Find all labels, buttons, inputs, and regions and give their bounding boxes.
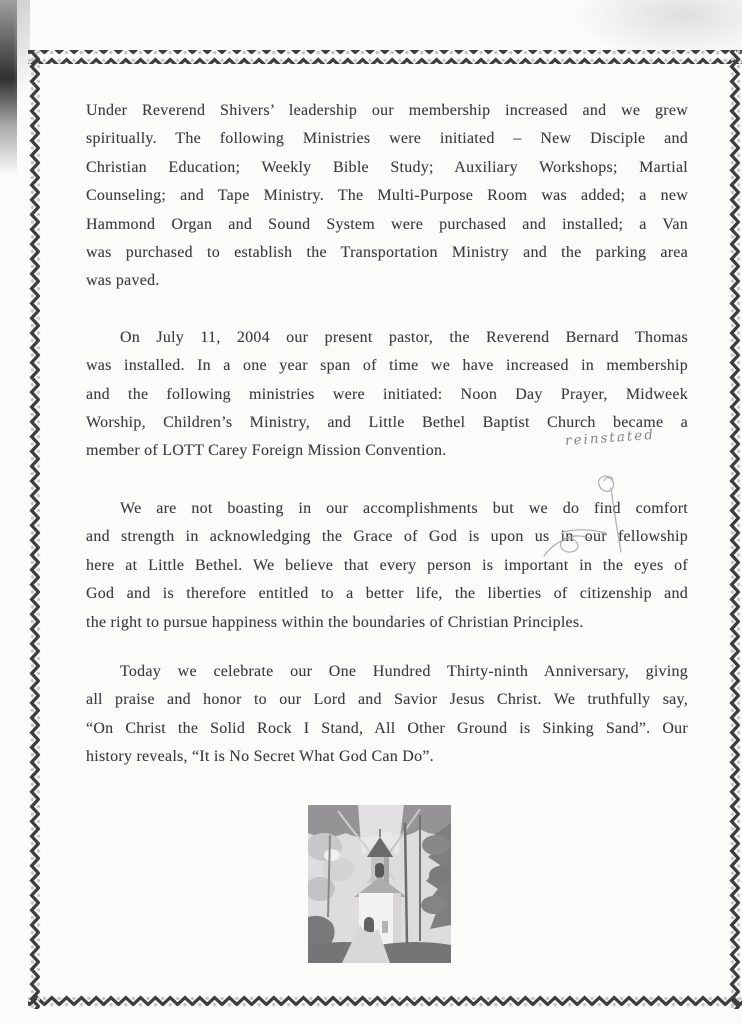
text-line: We are not boasting in our accomplishments but we do find comfort bbox=[120, 499, 688, 517]
text-line: member of LOTT Carey Foreign Mission Convention. bbox=[86, 442, 447, 460]
border-top bbox=[28, 50, 742, 64]
text-line: and strength in acknowledging the Grace of God is upon us in our fellowship bbox=[86, 528, 688, 546]
text-line: Under Reverend Shivers’ leadership our membership increased and we grew bbox=[86, 102, 688, 119]
border-left bbox=[28, 50, 42, 1009]
text-line: On July 11, 2004 our present pastor, the Reverend Bernard Thomas bbox=[120, 328, 688, 346]
text-line: was paved. bbox=[86, 272, 160, 290]
text-line: and the following ministries were initiated: Noon Day Prayer, Midweek bbox=[86, 385, 688, 403]
paragraph-4 bbox=[86, 658, 688, 772]
text-line: all praise and honor to our Lord and Savior Jesus Christ. We truthfully say, bbox=[86, 691, 688, 709]
text-line: was installed. In a one year span of time we have increased in membership bbox=[86, 357, 688, 375]
pen-scribble bbox=[535, 455, 665, 565]
text-line: Christian Education; Weekly Bible Study; Auxiliary Workshops; Martial bbox=[86, 158, 688, 176]
paragraph-1 bbox=[86, 97, 688, 296]
text-line: here at Little Bethel. We believe that every person is important in the eyes of bbox=[86, 556, 688, 574]
church-illustration bbox=[308, 805, 451, 963]
text-line: the right to pursue happiness within the boundaries of Christian Principles. bbox=[86, 613, 584, 631]
border-bottom bbox=[28, 995, 742, 1009]
text-line: God and is therefore entitled to a better life, the liberties of citizenship and bbox=[86, 585, 688, 603]
text-line: “On Christ the Solid Rock I Stand, All Other Ground is Sinking Sand”. Our bbox=[86, 719, 688, 737]
handwritten-annotation: reinstated bbox=[564, 426, 656, 450]
text-line: Hammond Organ and Sound System were purchased and installed; a Van bbox=[86, 215, 688, 233]
text-line: Counseling; and Tape Ministry. The Multi-Purpose Room was added; a new bbox=[86, 187, 688, 205]
text-line: history reveals, “It is No Secret What God Can Do”. bbox=[86, 748, 434, 766]
text-line: Today we celebrate our One Hundred Thirty-ninth Anniversary, giving bbox=[120, 662, 688, 680]
text-line: spiritually. The following Ministries were initiated – New Disciple and bbox=[86, 130, 688, 148]
text-line: Worship, Children’s Ministry, and Little Bethel Baptist Church became a bbox=[86, 414, 688, 432]
border-right bbox=[727, 50, 741, 1009]
text-line: was purchased to establish the Transportation Ministry and the parking area bbox=[86, 244, 688, 262]
